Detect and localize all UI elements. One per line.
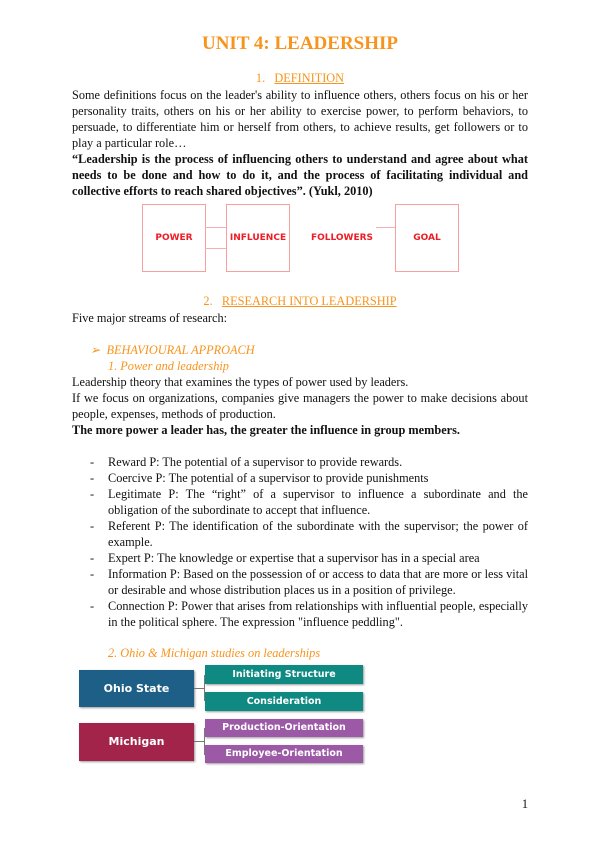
production-orientation-box: Production-Orientation: [205, 719, 363, 737]
diagram-box-goal: GOAL: [395, 204, 459, 272]
ohio-state-box: Ohio State: [79, 670, 194, 707]
page-title: UNIT 4: LEADERSHIP: [201, 33, 399, 54]
list-item: - Connection P: Power that arises from relationships with influential people, especially in the political sphere. The expression "influence peddling".: [72, 598, 528, 630]
section-number: 1.: [255, 71, 266, 85]
page-number: 1: [521, 797, 528, 811]
approach-label: BEHAVIOURAL APPROACH: [106, 343, 255, 357]
list-item: - Legitimate P: The “right” of a supervisor to influence a subordinate and the obligation of the subordinate to accept that influence.: [72, 486, 528, 518]
diagram-box-influence: INFLUENCE: [226, 204, 290, 272]
employee-orientation-box: Employee-Orientation: [205, 745, 363, 763]
approach-heading: ➢ BEHAVIOURAL APPROACH: [90, 343, 255, 357]
diagram-box-followers: FOLLOWERS: [308, 204, 376, 272]
section-2-heading: [72, 293, 528, 309]
section-title: DEFINITION: [274, 71, 345, 85]
section-title: RESEARCH INTO LEADERSHIP: [221, 294, 397, 308]
consideration-box: Consideration: [205, 692, 363, 711]
definition-quote: “Leadership is the process of influencing others to understand and agree about what needs to be done and how to do it, and the process of facilitating individual and collective efforts to reach shared objectives”. (Yukl, 2010): [72, 152, 528, 198]
bold-statement: The more power a leader has, the greater the influence in group members.: [72, 423, 460, 437]
list-item: - Information P: Based on the possession of or access to data that are more or less vital or desirable and whose distribution places us in a position of privilege.: [72, 566, 528, 598]
definition-paragraph: Some definitions focus on the leader's ability to influence others, others focus on his or her personality traits, others on his or her ability to exercise power, to perform behaviors, to persuade, to differentiate him or herself from others, to achieve results, get followers or to play a particular role…: [72, 88, 528, 150]
list-item: - Reward P: The potential of a supervisor to provide rewards.: [72, 454, 528, 470]
diagram-box-power: POWER: [142, 204, 206, 272]
subheading-ohio-michigan: 2. Ohio & Michigan studies on leaderships: [108, 646, 321, 660]
list-item: - Referent P: The identification of the subordinate with the supervisor; the power of example.: [72, 518, 528, 550]
paragraph: If we focus on organizations, companies give managers the power to make decisions about people, expenses, methods of production.: [72, 391, 528, 421]
section-number: 2.: [203, 294, 213, 308]
paragraph: Leadership theory that examines the types of power used by leaders.: [72, 375, 409, 389]
research-intro: Five major streams of research:: [72, 311, 228, 325]
section-1-heading: [72, 70, 528, 86]
power-types-list: [72, 454, 528, 630]
list-item: - Coercive P: The potential of a supervisor to provide punishments: [72, 470, 528, 486]
subheading-power: 1. Power and leadership: [108, 359, 229, 373]
list-item: - Expert P: The knowledge or expertise that a supervisor has in a special area: [72, 550, 528, 566]
initiating-structure-box: Initiating Structure: [205, 665, 363, 684]
michigan-box: Michigan: [79, 723, 194, 761]
